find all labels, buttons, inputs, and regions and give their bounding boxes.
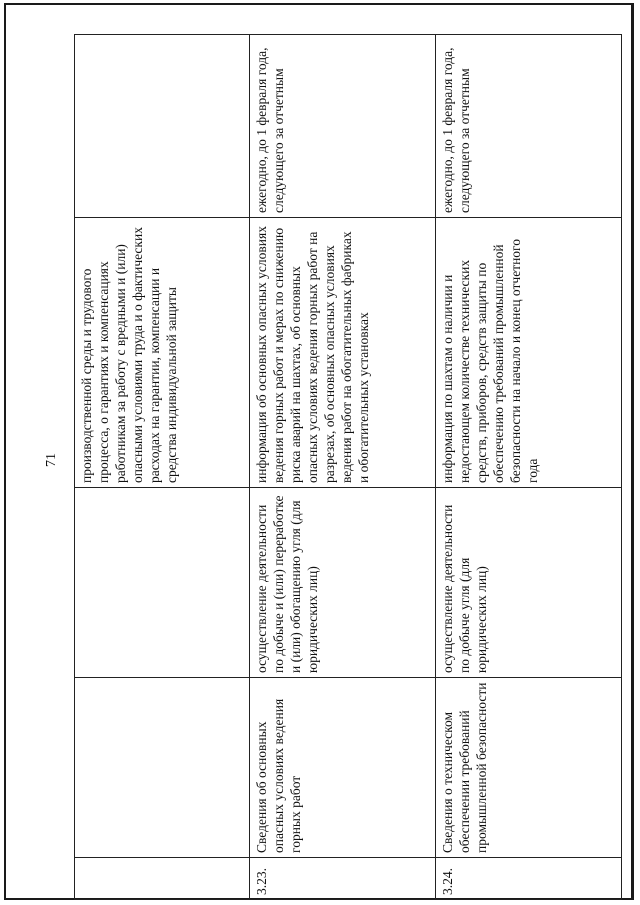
- cell-term: ежегодно, до 1 февраля года, следующего за отчетным: [436, 35, 622, 218]
- cell-who: [75, 488, 250, 678]
- table-row: [436, 35, 622, 900]
- cell-term: [75, 35, 250, 218]
- cell-who: осуществление деятельности по добыче и (или) переработке и (или) обогащению угля (для юридических лиц): [250, 488, 436, 678]
- cell-term: ежегодно, до 1 февраля года, следующего за отчетным: [250, 35, 436, 218]
- cell-content: информация по шахтам о наличии и недостающем количестве технических средств, приборов, средств защиты по обеспечению требований промышленной безопасности на начало и конец отчетного года: [436, 218, 622, 488]
- cell-name: Сведения о техническом обеспечении требований промышленной безопасности: [436, 678, 622, 858]
- cell-number: 3.24.: [436, 858, 622, 900]
- cell-number: 3.23.: [250, 858, 436, 900]
- cell-who: осуществление деятельности по добыче угля (для юридических лиц): [436, 488, 622, 678]
- table-row-continuation: [75, 35, 250, 900]
- page-number: 71: [44, 453, 59, 467]
- cell-name: Сведения об основных опасных условиях ведения горных работ: [250, 678, 436, 858]
- cell-number: [75, 858, 250, 900]
- cell-content: производственной среды и трудового процесса, о гарантиях и компенсациях работникам за работу с вредными и (или) опасными условиями труда и о фактических расходах на гарантии, компенсации и средства индивидуальной защиты: [75, 218, 250, 488]
- document-table: [74, 34, 622, 900]
- table-row: [250, 35, 436, 900]
- cell-name: [75, 678, 250, 858]
- cell-content: информация об основных опасных условиях ведения горных работ и мерах по снижению риска аварий на шахтах, об основных опасных условиях ведения горных работ на разрезах, об основных опасных условиях ведения работ на обогатительных фабриках и обогатительных установках: [250, 218, 436, 488]
- rotated-table-container: [74, 35, 621, 900]
